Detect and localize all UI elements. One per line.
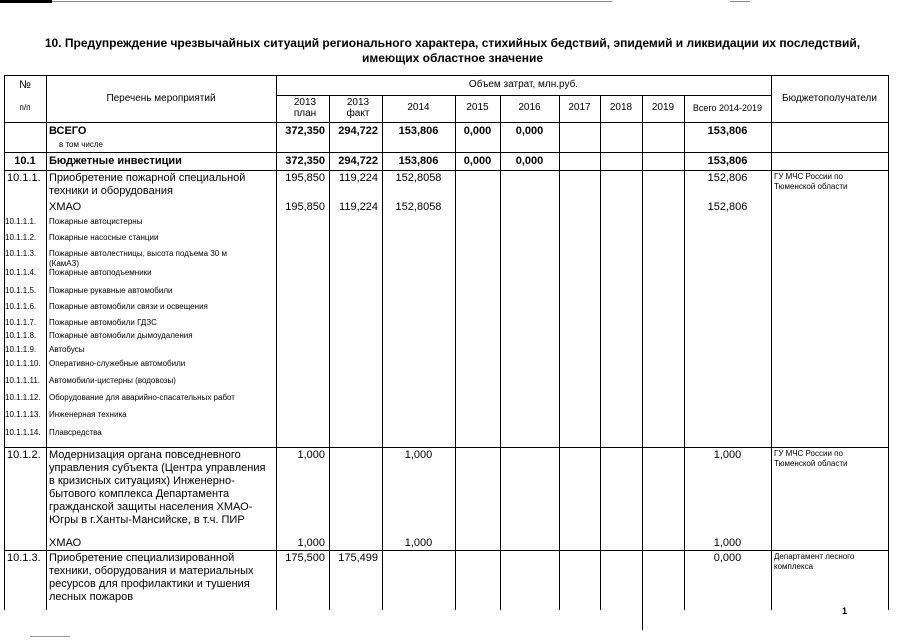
header-activities: Перечень мероприятий bbox=[106, 93, 216, 104]
sub-item-label: Пожарные автоподъемники bbox=[49, 268, 152, 277]
title-line-2: имеющих областное значение bbox=[361, 51, 544, 65]
header-col-2018: 2018 bbox=[609, 102, 633, 113]
sub-item-label: Пожарные автомобили дымоудаления bbox=[49, 331, 193, 340]
sub-item-num: 10.1.1.12. bbox=[5, 393, 41, 402]
header-num-bottom: п/п bbox=[19, 103, 31, 112]
row-10-1-2-label: Модернизация органа повседневного управления субъекта (Центра управления в кризисных ситуациях) Инженерно-бытового комплекса Департамента гражданской защиты населения ХМАО-Югры в г.Ханты-Мансийске, в т.ч. ПИР bbox=[49, 449, 266, 526]
row-10-1-1-value: 152,8058 bbox=[395, 172, 442, 184]
row-10-1-1-value: 195,850 bbox=[285, 172, 325, 184]
row-10-1-num: 10.1 bbox=[14, 155, 36, 167]
row-10-1-2-sub-value: 1,000 bbox=[713, 537, 742, 549]
sub-item-label: Оборудование для аварийно-спасательных работ bbox=[49, 393, 235, 402]
row-10-1-1-sub-value: 195,850 bbox=[285, 201, 325, 213]
row-10-1-1-sub-value: 152,806 bbox=[707, 201, 748, 213]
sub-item-label: Пожарные автомобили связи и освещения bbox=[49, 302, 208, 311]
sub-item-num: 10.1.1.11. bbox=[5, 376, 40, 385]
header-col-2015: 2015 bbox=[466, 102, 489, 113]
total-value: 153,806 bbox=[707, 125, 748, 137]
row-10-1-3-label: Приобретение специализированной техники, оборудования и материальных ресурсов для профилактики и тушения лесных пожаров bbox=[49, 552, 254, 603]
row-10-1-2-sub-value: 1,000 bbox=[404, 537, 433, 549]
row-10-1-3-recipient: Департамент лесного комплекса bbox=[774, 552, 855, 571]
header-col-2017: 2017 bbox=[568, 102, 591, 113]
row-10-1-1-value: 119,224 bbox=[339, 172, 378, 184]
total-value: 372,350 bbox=[285, 125, 325, 137]
row-10-1-3-value: 175,500 bbox=[285, 552, 325, 564]
row-10-1-value: 0,000 bbox=[515, 155, 544, 167]
sub-item-num: 10.1.1.3. bbox=[5, 249, 37, 258]
header-num-top: № bbox=[19, 79, 31, 91]
row-10-1-value: 0,000 bbox=[463, 155, 492, 167]
sub-item-label: Инженерная техника bbox=[49, 410, 127, 419]
sub-item-label: Пожарные автомобили ГДЗС bbox=[49, 318, 157, 327]
page-number: 1 bbox=[842, 606, 848, 616]
title-line-1: 10. Предупреждение чрезвычайных ситуаций регионального характера, стихийных бедствий, эпидемий и ликвидации их последствий, bbox=[44, 36, 861, 50]
total-label: ВСЕГО bbox=[49, 125, 87, 137]
row-10-1-2-sub-value: 1,000 bbox=[297, 537, 325, 549]
row-10-1-value: 153,806 bbox=[398, 155, 439, 167]
sub-item-num: 10.1.1.4. bbox=[5, 268, 37, 277]
sub-item-num: 10.1.1.14. bbox=[5, 428, 41, 437]
sub-item-label: Пожарные автолестницы, высота подъема 30 м (КамАЗ) bbox=[49, 249, 227, 268]
row-10-1-3-num: 10.1.3. bbox=[7, 552, 41, 564]
row-10-1-label: Бюджетные инвестиции bbox=[49, 155, 182, 167]
row-10-1-2-value: 1,000 bbox=[404, 449, 433, 461]
total-value: 294,722 bbox=[338, 125, 378, 137]
row-10-1-value: 372,350 bbox=[285, 155, 325, 167]
row-10-1-1-label: Приобретение пожарной специальной техники и оборудования bbox=[49, 172, 246, 197]
sub-item-num: 10.1.1.13. bbox=[5, 410, 41, 419]
header-col-2019: 2019 bbox=[651, 102, 675, 113]
budget-table bbox=[4, 75, 888, 610]
header-col-2016: 2016 bbox=[518, 102, 541, 113]
row-10-1-1-sub-value: 152,8058 bbox=[395, 201, 442, 213]
header-col-2013-fact: 2013 факт bbox=[346, 97, 370, 119]
row-10-1-2-num: 10.1.2. bbox=[7, 449, 41, 461]
sub-item-num: 10.1.1.10. bbox=[5, 359, 41, 368]
sub-item-label: Автомобили-цистерны (водовозы) bbox=[49, 376, 176, 385]
section-title bbox=[10, 36, 895, 66]
total-value: 0,000 bbox=[515, 125, 544, 137]
sub-item-num: 10.1.1.6. bbox=[5, 302, 37, 311]
sub-item-label: Пожарные насосные станции bbox=[49, 233, 159, 242]
scan-bottom-mark bbox=[30, 636, 70, 637]
scan-top-edge bbox=[0, 0, 905, 2]
sub-item-num: 10.1.1.2. bbox=[5, 233, 37, 242]
row-10-1-value: 153,806 bbox=[707, 155, 748, 167]
sub-item-num: 10.1.1.1. bbox=[5, 217, 37, 226]
header-recipient: Бюджетополучатели bbox=[782, 93, 877, 104]
row-10-1-3-value: 0,000 bbox=[713, 552, 742, 564]
row-10-1-1-sub-label: ХМАО bbox=[49, 201, 82, 213]
sub-item-num: 10.1.1.5. bbox=[5, 286, 37, 295]
header-col-2014: 2014 bbox=[407, 102, 430, 113]
total-value: 0,000 bbox=[463, 125, 492, 137]
row-10-1-2-value: 1,000 bbox=[297, 449, 325, 461]
row-10-1-1-value: 152,806 bbox=[707, 172, 748, 184]
total-value: 153,806 bbox=[398, 125, 439, 137]
row-10-1-2-sub-label: ХМАО bbox=[49, 537, 82, 549]
sub-item-label: Пожарные рукавные автомобили bbox=[49, 286, 173, 295]
header-costs-group: Объем затрат, млн.руб. bbox=[468, 79, 579, 90]
row-10-1-3-value: 175,499 bbox=[338, 552, 378, 564]
sub-item-label: Плавсредства bbox=[49, 428, 102, 437]
row-10-1-2-value: 1,000 bbox=[713, 449, 742, 461]
row-10-1-1-recipient: ГУ МЧС России по Тюменской области bbox=[774, 172, 848, 191]
sub-item-label: Оперативно-служебные автомобили bbox=[49, 359, 186, 368]
sub-item-num: 10.1.1.8. bbox=[5, 331, 37, 340]
row-10-1-1-num: 10.1.1. bbox=[7, 172, 41, 184]
sub-item-label: Автобусы bbox=[49, 345, 85, 354]
sub-item-label: Пожарные автоцистерны bbox=[49, 217, 143, 226]
header-col-total: Всего 2014-2019 bbox=[692, 103, 763, 113]
total-sub: в том числе bbox=[59, 140, 103, 149]
header-col-2013-plan: 2013 план bbox=[293, 97, 317, 119]
row-10-1-2-recipient: ГУ МЧС России по Тюменской области bbox=[774, 449, 848, 468]
row-10-1-1-sub-value: 119,224 bbox=[339, 201, 378, 213]
row-10-1-value: 294,722 bbox=[338, 155, 378, 167]
sub-item-num: 10.1.1.7. bbox=[5, 318, 37, 327]
sub-item-num: 10.1.1.9. bbox=[5, 345, 37, 354]
